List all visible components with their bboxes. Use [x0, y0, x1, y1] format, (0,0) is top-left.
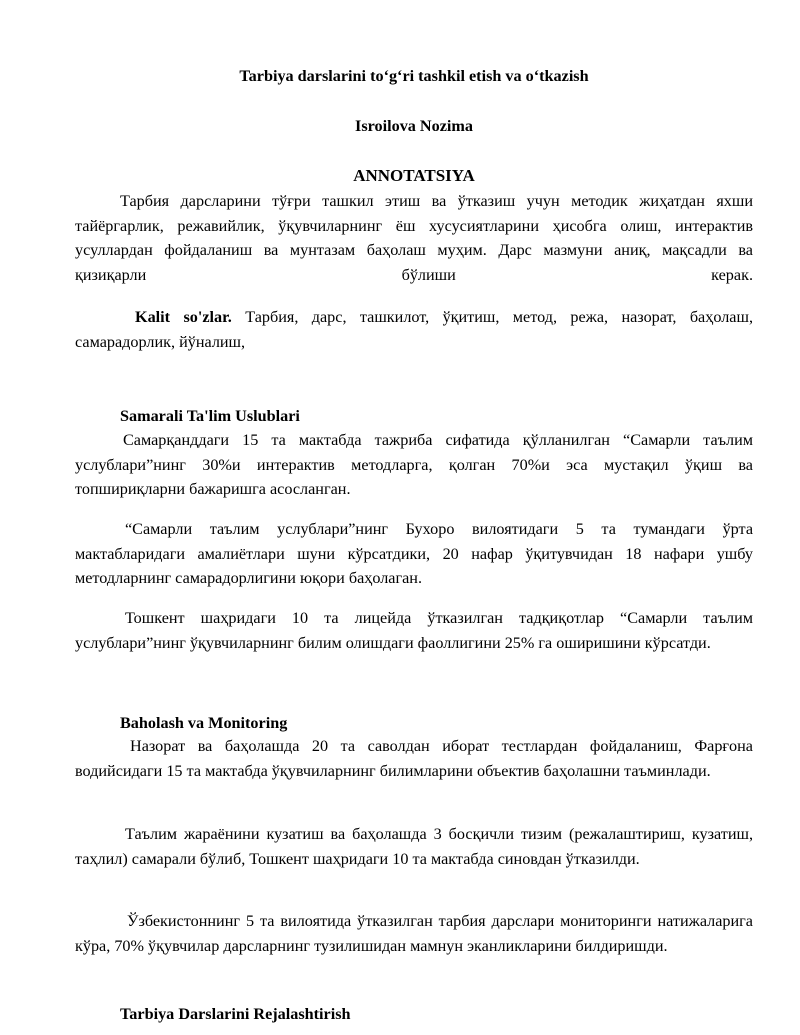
section-1-paragraph-3: Тошкент шаҳридаги 10 та лицейда ўтказилган тадқиқотлар “Самарли таълим услублари”нинг ўқувчиларнинг билим олишдаги фаоллигини 25% га оширишини кўрсатди. [75, 609, 753, 652]
section-2-paragraph-3: Ўзбекистоннинг 5 та вилоятида ўтказилган тарбия дарслари мониторинги натижаларига кўра, 70% ўқувчилар дарсларнинг тузилишидан мамнун эканликларини билдиришди. [75, 912, 753, 955]
section-2-paragraph-2: Таълим жараёнини кузатиш ва баҳолашда 3 босқичли тизим (режалаштириш, кузатиш, таҳлил) самарали бўлиб, Тошкент шаҳридаги 10 та мактабда синовдан ўтказилди. [75, 825, 753, 868]
document-author: Isroilova Nozima [355, 117, 473, 135]
keywords-text: Тарбия, дарс, ташкилот, ўқитиш, метод, режа, назорат, баҳолаш, самарадорлик, йўналиш, [75, 308, 753, 351]
abstract-heading: ANNOTATSIYA [353, 166, 475, 185]
section-heading-planning: Tarbiya Darslarini Rejalashtirish [120, 1005, 351, 1023]
document-title: Tarbiya darslarini to‘g‘ri tashkil etish va o‘tkazish [239, 67, 589, 85]
section-2-paragraph-1: Назорат ва баҳолашда 20 та саволдан иборат тестлардан фойдаланиш, Фарғона водийсидаги 15 та мактабда ўқувчиларнинг билимларини объектив баҳолашни таъминлади. [75, 737, 753, 780]
keywords-paragraph [75, 305, 753, 354]
abstract-text: Тарбия дарсларини тўғри ташкил этиш ва ўтказиш учун методик жиҳатдан яхши тайёргарлик, режавийлик, ўқувчиларнинг ёш хусусиятларини ҳисобга олиш, интерактив усуллардан фойдаланиш ва мунтазам баҳолаш муҳим. Дарс мазмуни аниқ, мақсадли ва қизиқарли бўлиши керак. [75, 192, 753, 284]
section-heading-assessment: Baholash va Monitoring [120, 714, 288, 732]
section-1-paragraph-1: Самарқанддаги 15 та мактабда тажриба сифатида қўлланилган “Самарли таълим услублари”нинг 30%и интерактив методларга, қолган 70%и эса мустақил ўқиш ва топшириқларни бажаришга асосланган. [75, 431, 753, 498]
section-1-paragraph-2: “Самарли таълим услублари”нинг Бухоро вилоятидаги 5 та тумандаги ўрта мактабларидаги амалиётлари шуни кўрсатдики, 20 нафар ўқитувчидан 18 нафари ушбу методларнинг самарадорлигини юқори баҳолаган. [75, 520, 753, 587]
section-heading-teaching-methods: Samarali Ta'lim Uslublari [120, 407, 300, 425]
keywords-label: Kalit so'zlar. [135, 308, 232, 326]
